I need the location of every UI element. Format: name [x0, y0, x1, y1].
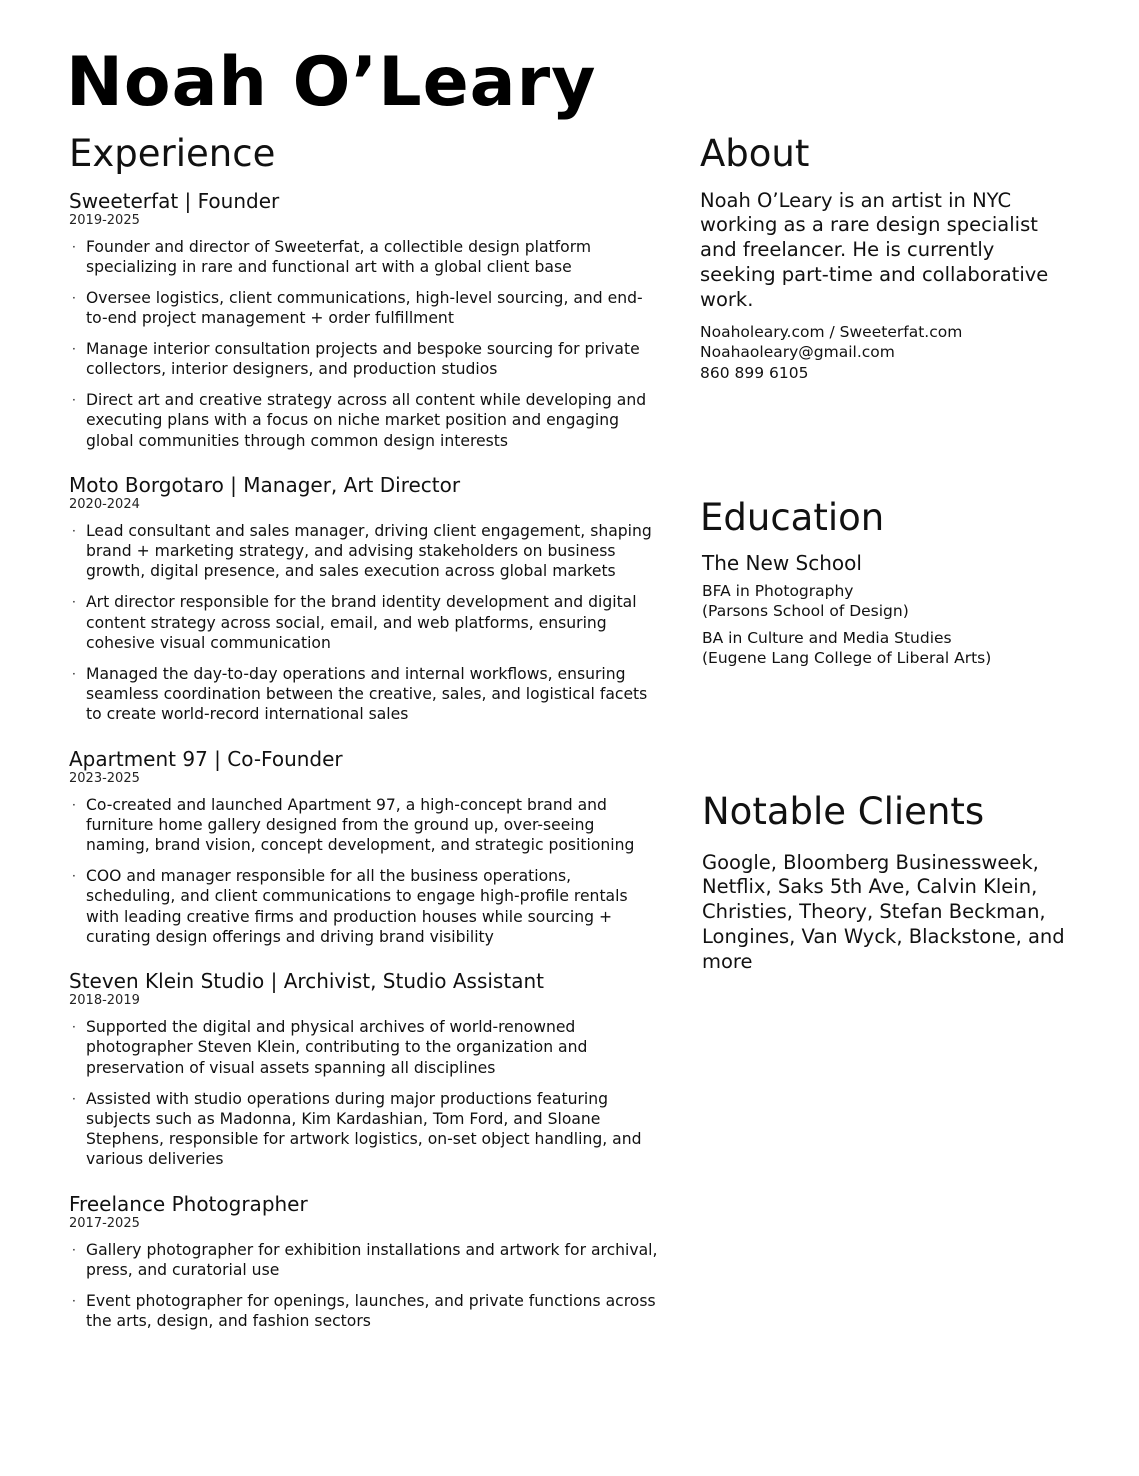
job-bullet: · Oversee logistics, client communications, high-level sourcing, and end-to-end project management + order fulfillment — [72, 288, 643, 328]
bullet-dot-icon: · — [72, 392, 76, 407]
job-bullet: · Supported the digital and physical archives of world-renowned photographer Steven Klein, contributing to the organization and preservation of visual assets spanning all disciplines — [72, 1018, 588, 1077]
bullet-dot-icon: · — [72, 868, 76, 883]
job-entry — [69, 747, 659, 948]
experience-heading: Experience — [69, 132, 276, 175]
job-entry — [69, 473, 659, 725]
contact-info — [700, 322, 1100, 384]
about-text: Noah O’Leary is an artist in NYC working as a rare design specialist and freelancer. He is currently seeking part-time and collaborative work. — [700, 188, 1049, 311]
bullet-dot-icon: · — [72, 239, 76, 254]
job-bullet: · Co-created and launched Apartment 97, a high-concept brand and furniture home gallery designed from the ground up, over-seeing naming, brand vision, concept development, and strategic positioning — [72, 795, 635, 855]
degree-entry: BFA in Photography (Parsons School of Design) — [702, 581, 909, 621]
job-bullet: · Manage interior consultation projects and bespoke sourcing for private collectors, interior designers, and production studios — [72, 339, 640, 379]
job-title: Moto Borgotaro | Manager, Art Director — [69, 472, 461, 497]
job-bullets — [69, 795, 659, 948]
bullet-dot-icon: · — [72, 523, 76, 538]
job-bullets — [69, 237, 659, 451]
job-dates: 2019-2025 — [69, 212, 140, 228]
job-entry — [69, 1192, 659, 1332]
clients-section — [700, 792, 1100, 975]
clients-list: Google, Bloomberg Businessweek, Netflix, Saks 5th Ave, Calvin Klein, Christies, Theory, Stefan Beckman, Longines, Van Wyck, Blackstone, and more — [702, 850, 1065, 973]
bullet-dot-icon: · — [72, 1020, 76, 1035]
about-section — [700, 134, 1100, 383]
resume-name: Noah O’Leary — [66, 43, 597, 122]
bullet-dot-icon: · — [72, 1293, 76, 1308]
job-bullet: · Gallery photographer for exhibition installations and artwork for archival, press, and curatorial use — [72, 1240, 658, 1279]
job-bullet: · COO and manager responsible for all the business operations, scheduling, and client communications to engage high-profile rentals with leading creative firms and production houses while sourcing + curating design offerings and driving brand visibility — [72, 866, 628, 946]
job-bullets — [69, 521, 659, 725]
bullet-dot-icon: · — [72, 341, 76, 356]
bullet-dot-icon: · — [72, 595, 76, 610]
job-bullet: · Assisted with studio operations during major productions featuring subjects such as Madonna, Kim Kardashian, Tom Ford, and Sloane Stephens, responsible for artwork logistics, on-set object handling, and various deliveries — [72, 1089, 642, 1169]
bullet-dot-icon: · — [72, 797, 76, 812]
website-link[interactable]: Noaholeary.com / Sweeterfat.com — [700, 322, 963, 341]
job-bullet: · Direct art and creative strategy across all content while developing and executing plans with a focus on niche market position and engaging global communities through common design interests — [72, 390, 647, 450]
job-title: Sweeterfat | Founder — [69, 188, 280, 213]
job-bullets — [69, 1017, 659, 1170]
phone-number: 860 899 6105 — [700, 363, 809, 382]
email-link[interactable]: Noahaoleary@gmail.com — [700, 343, 895, 362]
job-bullet: · Art director responsible for the brand identity development and digital content strategy across social, email, and web platforms, ensuring cohesive visual communication — [72, 593, 637, 652]
job-dates: 2023-2025 — [69, 770, 140, 786]
school-name: The New School — [702, 550, 862, 575]
bullet-dot-icon: · — [72, 1091, 76, 1106]
education-heading: Education — [700, 496, 885, 539]
job-dates: 2017-2025 — [69, 1215, 140, 1231]
bullet-dot-icon: · — [72, 666, 76, 681]
job-bullet: · Founder and director of Sweeterfat, a collectible design platform specializing in rare and functional art with a global client base — [72, 237, 592, 276]
job-bullet: · Managed the day-to-day operations and internal workflows, ensuring seamless coordination between the creative, sales, and logistical facets to create world-record international sales — [72, 664, 648, 724]
degree-entry: BA in Culture and Media Studies (Eugene Lang College of Liberal Arts) — [702, 628, 992, 668]
clients-heading: Notable Clients — [702, 790, 985, 833]
job-bullets — [69, 1240, 659, 1332]
job-title: Steven Klein Studio | Archivist, Studio Assistant — [69, 969, 544, 994]
job-title: Freelance Photographer — [69, 1191, 308, 1216]
bullet-dot-icon: · — [72, 290, 76, 305]
education-section — [700, 498, 1100, 669]
job-dates: 2020-2024 — [69, 496, 140, 512]
job-dates: 2018-2019 — [69, 993, 140, 1009]
job-entry — [69, 969, 659, 1170]
job-entry — [69, 189, 659, 451]
job-bullet: · Lead consultant and sales manager, driving client engagement, shaping brand + marketing strategy, and advising stakeholders on business growth, digital presence, and sales execution across global markets — [72, 521, 652, 581]
job-title: Apartment 97 | Co-Founder — [69, 746, 343, 771]
bullet-dot-icon: · — [72, 1242, 76, 1257]
experience-section — [69, 134, 659, 1342]
job-bullet: · Event photographer for openings, launches, and private functions across the arts, design, and fashion sectors — [72, 1291, 656, 1331]
about-heading: About — [700, 132, 810, 175]
